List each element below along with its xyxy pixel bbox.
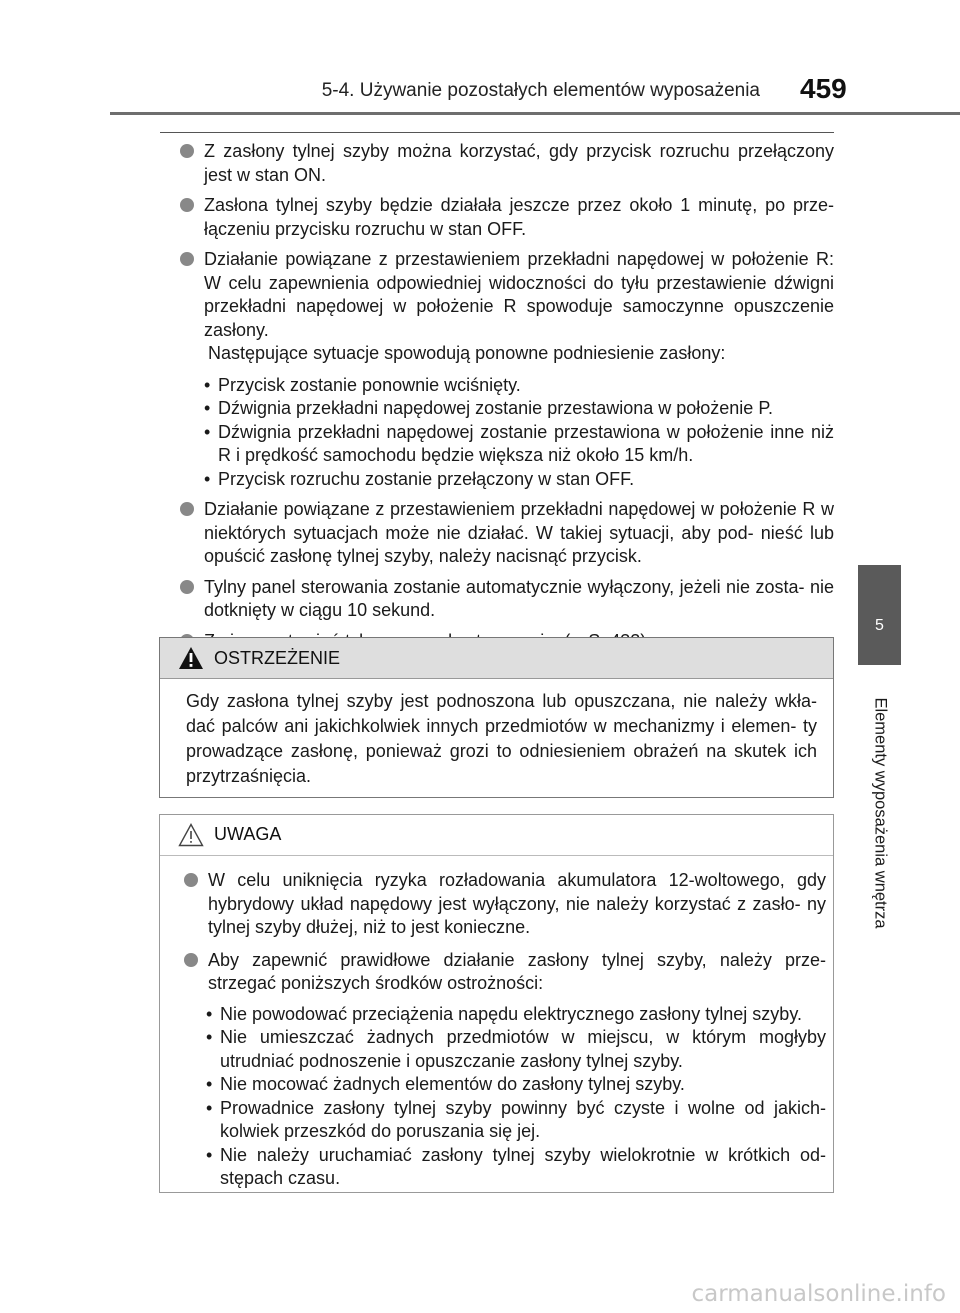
notice-box xyxy=(159,814,834,1193)
sub-item: • Prowadnice zasłony tylnej szyby powinny być czyste i wolne od jakich- kolwiek przeszkód do poruszania się jej. xyxy=(206,1097,826,1141)
warning-title: OSTRZEŻENIE xyxy=(214,648,341,668)
warning-text: Gdy zasłona tylnej szyby jest podnoszona lub opuszczana, nie należy wkła- dać palców ani jakichkolwiek innych przedmiotów w mechanizmy i elemen- ty prowadzące zasłonę, ponieważ grozi to odniesieniem obrażeń na skutek ich przytrzaśnięcia. xyxy=(186,691,817,786)
list-item: Zasłona tylnej szyby będzie działała jeszcze przez około 1 minutę, po prze- łączeniu przycisku rozruchu w stan OFF. xyxy=(178,194,834,241)
list-item: Z zasłony tylnej szyby można korzystać, gdy przycisk rozruchu przełączony jest w stan ON. xyxy=(178,140,834,187)
sub-item: • Nie należy uruchamiać zasłony tylnej szyby wielokrotnie w krótkich od- stępach czasu. xyxy=(206,1144,826,1188)
chapter-number: 5 xyxy=(875,617,884,634)
notice-title: UWAGA xyxy=(214,824,282,844)
warning-box xyxy=(159,637,834,798)
notice-content xyxy=(184,869,826,1191)
chapter-title: Elementy wyposażenia wnętrza xyxy=(871,697,889,929)
bullet-dot-icon xyxy=(180,198,194,212)
bullet-dot-icon xyxy=(180,144,194,158)
sub-item: • Dźwignia przekładni napędowej zostanie przestawiona w położenie P. xyxy=(204,398,774,418)
sub-item: • Przycisk rozruchu zostanie przełączony w stan OFF. xyxy=(204,468,635,489)
caution-triangle-icon xyxy=(178,823,204,847)
sub-item: • Nie powodować przeciążenia napędu elektrycznego zasłony tylnej szyby. xyxy=(206,1003,802,1024)
chapter-tab xyxy=(858,565,901,665)
follow-text: Następujące sytuacje spowodują ponowne podniesienie zasłony: xyxy=(208,343,726,363)
sub-item: • Nie mocować żadnych elementów do zasłony tylnej szyby. xyxy=(206,1074,685,1094)
content-divider xyxy=(160,132,834,133)
header-divider xyxy=(110,112,960,115)
list-item: Działanie powiązane z przestawieniem przekładni napędowej w położenie R w niektórych sytuacjach może nie działać. W takiej sytuacji, aby pod- nieść lub opuścić zasłonę tylnej szyby, należy nacisnąć przycisk. xyxy=(178,498,834,569)
watermark: carmanualsonline.info xyxy=(691,1281,946,1307)
chapter-tab-label xyxy=(858,668,901,958)
bullet-dot-icon xyxy=(184,953,198,967)
page-number: 459 xyxy=(800,73,847,104)
bullet-dot-icon xyxy=(180,580,194,594)
info-bullets xyxy=(178,140,834,660)
bullet-dot-icon xyxy=(180,252,194,266)
list-item: W celu uniknięcia ryzyka rozładowania akumulatora 12-woltowego, gdy hybrydowy układ napędowy jest wyłączony, nie należy korzystać z zasło- ny tylnej szyby dłużej, niż to jest konieczne. xyxy=(184,869,826,940)
bullet-dot-icon xyxy=(180,502,194,516)
sub-item: • Nie umieszczać żadnych przedmiotów w miejscu, w którym mogłyby utrudniać podnoszenie i opuszczanie zasłony tylnej szyby. xyxy=(206,1027,826,1071)
notice-header xyxy=(160,815,833,856)
list-item: Tylny panel sterowania zostanie automatycznie wyłączony, jeżeli nie zosta- nie dotknięty w ciągu 10 sekund. xyxy=(178,576,834,623)
warning-header xyxy=(160,638,833,679)
sub-item: • Przycisk zostanie ponownie wciśnięty. xyxy=(204,374,521,395)
section-title: 5-4. Używanie pozostałych elementów wyposażenia xyxy=(321,80,760,101)
warning-triangle-icon xyxy=(178,646,204,670)
list-item: Działanie powiązane z przestawieniem przekładni napędowej w położenie R: W celu zapewnienia odpowiedniej widoczności do tyłu przestawienie dźwigni przekładni napędowej w położenie R spowoduje samoczynne opuszczenie zasłony. Następujące sytuacje spowodują ponowne podniesienie zasłony: • Przycisk zostanie ponownie wciśnięty. • Dźwignia przekładni napędowej zostanie przestawiona w położenie P. • Dźwignia przekładni napędowej zostanie przestawiona w położenie inne niż R i prędkość samochodu będzie większa niż około 15 km/h. • Przycisk rozruchu zostanie przełączony w stan OFF. xyxy=(178,248,834,491)
sub-item: • Dźwignia przekładni napędowej zostanie przestawiona w położenie inne niż R i prędkość samochodu będzie większa niż około 15 km/h. xyxy=(204,421,834,465)
bullet-dot-icon xyxy=(184,873,198,887)
list-item: Aby zapewnić prawidłowe działanie zasłony tylnej szyby, należy prze- strzegać poniższych środków ostrożności: xyxy=(184,949,826,996)
